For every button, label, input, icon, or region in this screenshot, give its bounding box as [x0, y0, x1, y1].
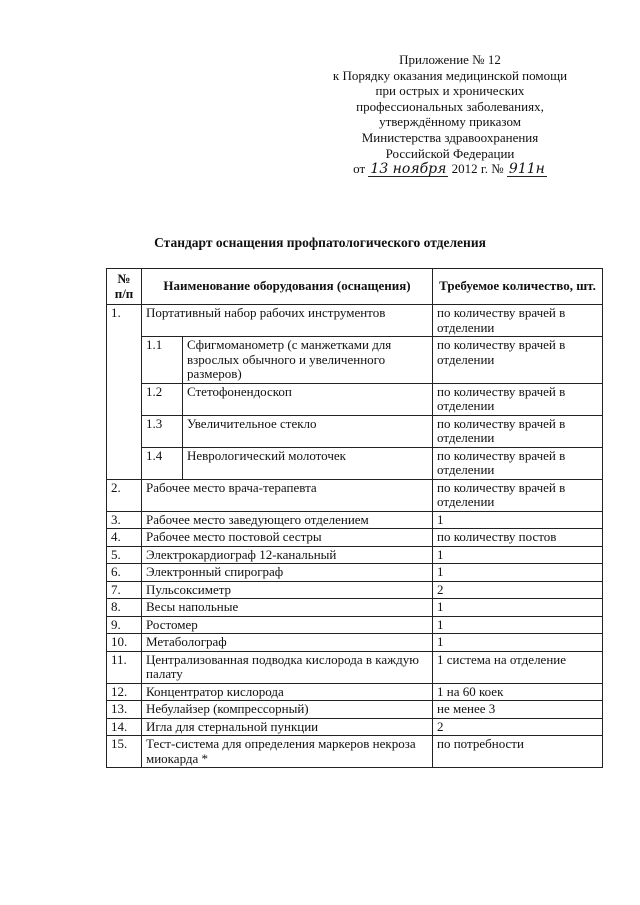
- appendix-line: утверждённому приказом: [379, 114, 521, 130]
- table-subrow: [107, 415, 603, 447]
- order-date-line: [300, 161, 600, 177]
- subrow-name: Неврологический молоточек: [183, 447, 433, 479]
- row-num: 6.: [107, 564, 142, 582]
- row-name: Электрокардиограф 12-канальный: [142, 546, 433, 564]
- row-num: 13.: [107, 701, 142, 719]
- table-row: [107, 479, 603, 511]
- row-name: Тест-система для определения маркеров некроза миокарда *: [142, 736, 433, 768]
- row-num: 4.: [107, 529, 142, 547]
- table-row: [107, 305, 603, 337]
- row-num: 5.: [107, 546, 142, 564]
- row-qty: 1 система на отделение: [433, 651, 603, 683]
- row-num: 11.: [107, 651, 142, 683]
- table-row: [107, 634, 603, 652]
- row-name: Рабочее место постовой сестры: [142, 529, 433, 547]
- row-name: Концентратор кислорода: [142, 683, 433, 701]
- table-row: [107, 546, 603, 564]
- subrow-num: 1.3: [142, 415, 183, 447]
- appendix-line: Приложение № 12: [399, 52, 501, 67]
- subrow-qty: по количеству врачей в отделении: [433, 383, 603, 415]
- date-prefix: от: [353, 161, 366, 177]
- row-num: 8.: [107, 599, 142, 617]
- row-num: 10.: [107, 634, 142, 652]
- appendix-header: [300, 52, 600, 177]
- table-subrow: [107, 447, 603, 479]
- subrow-name: Увеличительное стекло: [183, 415, 433, 447]
- table-row: [107, 564, 603, 582]
- appendix-line: к Порядку оказания медицинской помощи: [332, 67, 568, 83]
- row-qty: по потребности: [433, 736, 603, 768]
- appendix-line: при острых и хронических: [375, 83, 525, 99]
- appendix-line: Министерства здравоохранения: [361, 129, 539, 145]
- subrow-num: 1.4: [142, 447, 183, 479]
- row-name: Ростомер: [142, 616, 433, 634]
- row-name: Рабочее место врача-терапевта: [142, 479, 433, 511]
- row-qty: по количеству врачей в отделении: [433, 479, 603, 511]
- row-qty: 2: [433, 581, 603, 599]
- table-subrow: [107, 337, 603, 384]
- row-qty: по количеству врачей в отделении: [433, 305, 603, 337]
- table-row: [107, 701, 603, 719]
- row-num: 3.: [107, 511, 142, 529]
- date-year: 2012 г. №: [451, 161, 504, 177]
- row-qty: 2: [433, 718, 603, 736]
- document-title: Стандарт оснащения профпатологического отделения: [154, 235, 486, 250]
- row-name: Весы напольные: [142, 599, 433, 617]
- handwritten-date: 13 ноября: [370, 161, 447, 178]
- table-header-row: [107, 269, 603, 305]
- row-qty: 1: [433, 616, 603, 634]
- row-qty: 1: [433, 511, 603, 529]
- row-name: Игла для стернальной пункции: [142, 718, 433, 736]
- row-num: 2.: [107, 479, 142, 511]
- row-name: Рабочее место заведующего отделением: [142, 511, 433, 529]
- subrow-qty: по количеству врачей в отделении: [433, 415, 603, 447]
- equipment-table: [106, 268, 603, 768]
- subrow-name: Сфигмоманометр (с манжетками для взрослых обычного и увеличенного размеров): [183, 337, 433, 384]
- subrow-qty: по количеству врачей в отделении: [433, 447, 603, 479]
- row-num: 1.: [107, 305, 142, 480]
- table-row: [107, 683, 603, 701]
- row-num: 7.: [107, 581, 142, 599]
- row-name: Портативный набор рабочих инструментов: [142, 305, 433, 337]
- row-name: Электронный спирограф: [142, 564, 433, 582]
- row-qty: 1: [433, 599, 603, 617]
- header-num: № п/п: [107, 269, 142, 305]
- table-row: [107, 511, 603, 529]
- subrow-num: 1.2: [142, 383, 183, 415]
- row-name: Централизованная подводка кислорода в каждую палату: [142, 651, 433, 683]
- header-name: Наименование оборудования (оснащения): [142, 269, 433, 305]
- row-name: Небулайзер (компрессорный): [142, 701, 433, 719]
- subrow-num: 1.1: [142, 337, 183, 384]
- table-row: [107, 616, 603, 634]
- table-row: [107, 651, 603, 683]
- row-num: 15.: [107, 736, 142, 768]
- subrow-name: Стетофонендоскоп: [183, 383, 433, 415]
- row-qty: не менее 3: [433, 701, 603, 719]
- table-row: [107, 599, 603, 617]
- row-name: Метаболограф: [142, 634, 433, 652]
- row-num: 12.: [107, 683, 142, 701]
- table-row: [107, 718, 603, 736]
- header-qty: Требуемое количество, шт.: [433, 269, 603, 305]
- row-num: 14.: [107, 718, 142, 736]
- row-qty: по количеству постов: [433, 529, 603, 547]
- appendix-line: профессиональных заболеваниях,: [356, 98, 544, 114]
- table-row: [107, 581, 603, 599]
- table-subrow: [107, 383, 603, 415]
- row-qty: 1 на 60 коек: [433, 683, 603, 701]
- table-row: [107, 529, 603, 547]
- table-row: [107, 736, 603, 768]
- subrow-qty: по количеству врачей в отделении: [433, 337, 603, 384]
- row-num: 9.: [107, 616, 142, 634]
- handwritten-order-number: 911н: [508, 161, 545, 178]
- row-qty: 1: [433, 634, 603, 652]
- row-qty: 1: [433, 546, 603, 564]
- appendix-line: Российской Федерации: [385, 145, 515, 161]
- row-name: Пульсоксиметр: [142, 581, 433, 599]
- row-qty: 1: [433, 564, 603, 582]
